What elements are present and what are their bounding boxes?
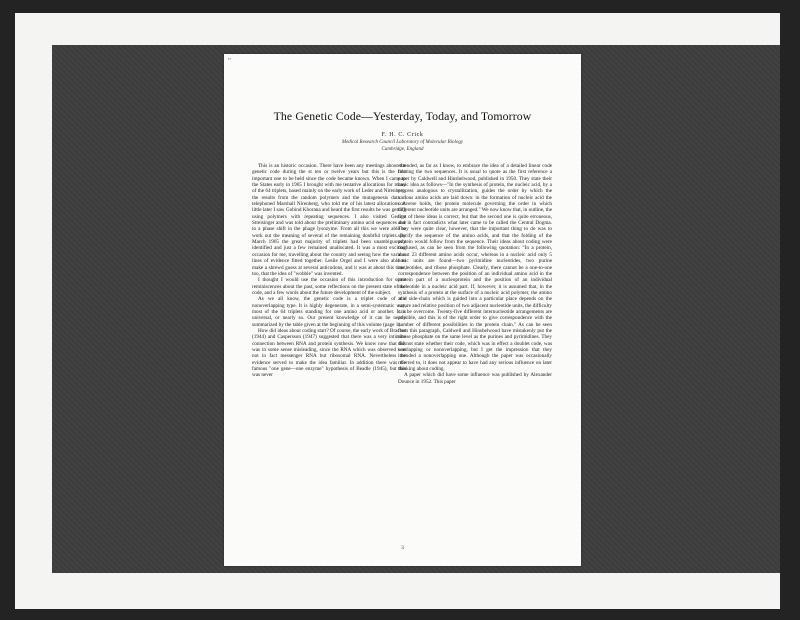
left-column xyxy=(252,163,406,555)
paragraph: This is an historic occasion. There have been any meetings about the genetic code during the st ten or twelve years but this is the first important one to be held since the code became known. When I came to the States early in 1965 I brought with me tentative allocations for many of the 64 triplets, based mainly on the early work of Leder and Nirenberg, the results from the random polymers and the mutagenesis data. I telephoned Marshall Nirenberg, who told me of his latest allocations. A little later I saw Gobind Khorana and heard the first results he was getting using polymers with repeating sequences. I also visited George Streisinger and was told about the preliminary amino acid sequences due to a phase shift in the phage lysozyme. From all this we were able to work out the meaning of several of the remaining doubtful triplets. By March 1965 the great majority of triplets had been unambiguously identified and just a few remained unallocated. It was a most exciting occasion for me, travelling about the country and seeing how the various lines of evidence fitted together. Leslie Orgel and I were also able to make a shrewd guess at several anticodons, and it was at about this time, too, that the idea of "wobble" was invented. xyxy=(252,163,406,277)
affiliation xyxy=(224,140,581,153)
affiliation-line-1: Medical Research Council Laboratory of Molecular Biology xyxy=(341,140,464,145)
document-page xyxy=(224,54,581,566)
paragraph: extended, as far as I know, to embrace the idea of a detailed linear code relating the two sequences. It is usual to quote as the first reference a paper by Caldwell and Hinshelwood, published in 1950. They state their basic idea as follows—"In the synthesis of protein, the nucleic acid, by a process analogous to crystallization, guides the order by which the various amino acids are laid down: in the formation of nucleic acid the converse holds, the protein molecule governing the order in which different nucleotide units are arranged." We now know that, in outline, the first of these ideas is correct, but that the second one is quite erroneous, and in fact contradicts what later came to be called the Central Dogma. They were quite clear, however, that the important thing to do was to specify the sequence of the amino acids, and that the folding of the protein would follow from the sequence. Their ideas about coding were confused, as can be seen from the following quotation: "In a protein, about 23 different amino acids occur, whereas in a nucleic acid only 5 basic units are found—two pyrimidine nucleotides, two purine nucleotides, and ribose phosphate. Clearly, there cannot be a one-to-one correspondence between the position of an individual amino acid in the protein part of a nucleoprotein and the position of an individual nucleotide in a nucleic acid part. If, however, it is assumed that, in the synthesis of a protein at the surface of a nucleic acid polymer, the amino acid side-chain which is guided into a particular place depends on the nature and relative position of two adjacent nucleotide units, the difficulty can be overcome. Twenty-five different internucleotide arrangements are possible, and this is of the right order to give correspondence with the number of different possibilities in the protein chain." As can be seen from this paragraph, Caldwell and Hinshelwood have mistakenly put the ribose phosphate on the same level as the purines and pyrimidines. They did not state whether their code, which was in effect a doublet code, was overlapping or nonoverlapping, but I get the impression that they intended a nonoverlapping one. Although the paper was occasionally referred to, it does not appear to have had any serious influence on later thinking about coding. xyxy=(398,163,552,372)
paragraph: As we all know, the genetic code is a triplet code of the nonoverlapping type. It is highly degenerate, in a semi-systematic way, most of the 64 triplets standing for one amino acid or another. It is universal, or nearly so. Our present knowledge of it can be neatly summarized by the table given at the beginning of this volume (page 1). xyxy=(252,296,406,328)
paragraph: I thought I would use the occasion of this introduction for some reminiscences about the past, some reflections on the present state of the code, and a few words about the future development of the subject. xyxy=(252,277,406,296)
right-column xyxy=(398,163,552,555)
article-title: The Genetic Code—Yesterday, Today, and Tomorrow xyxy=(273,109,532,123)
paragraph: How did ideas about coding start? Of course, the early work of Brachet (1944) and Caspersson (1947) suggested that there was a very intimate connection between RNA and protein synthesis. We know now that this was in some sense misleading, since the RNA which was observed was not in fact messenger RNA but ribosomal RNA. Nevertheless the evidence served to make the idea familiar. In addition there was the famous "one gene—one enzyme" hypothesis of Beadle (1945), but this was never xyxy=(252,327,406,379)
paragraph: A paper which did have some influence was published by Alexander Dounce in 1952. This paper xyxy=(398,372,552,385)
corner-mark: " xyxy=(228,57,231,65)
affiliation-line-2: Cambridge, England xyxy=(381,146,424,152)
author-name: F. H. C. Crick xyxy=(381,132,424,138)
page-number: 3 xyxy=(401,545,404,551)
